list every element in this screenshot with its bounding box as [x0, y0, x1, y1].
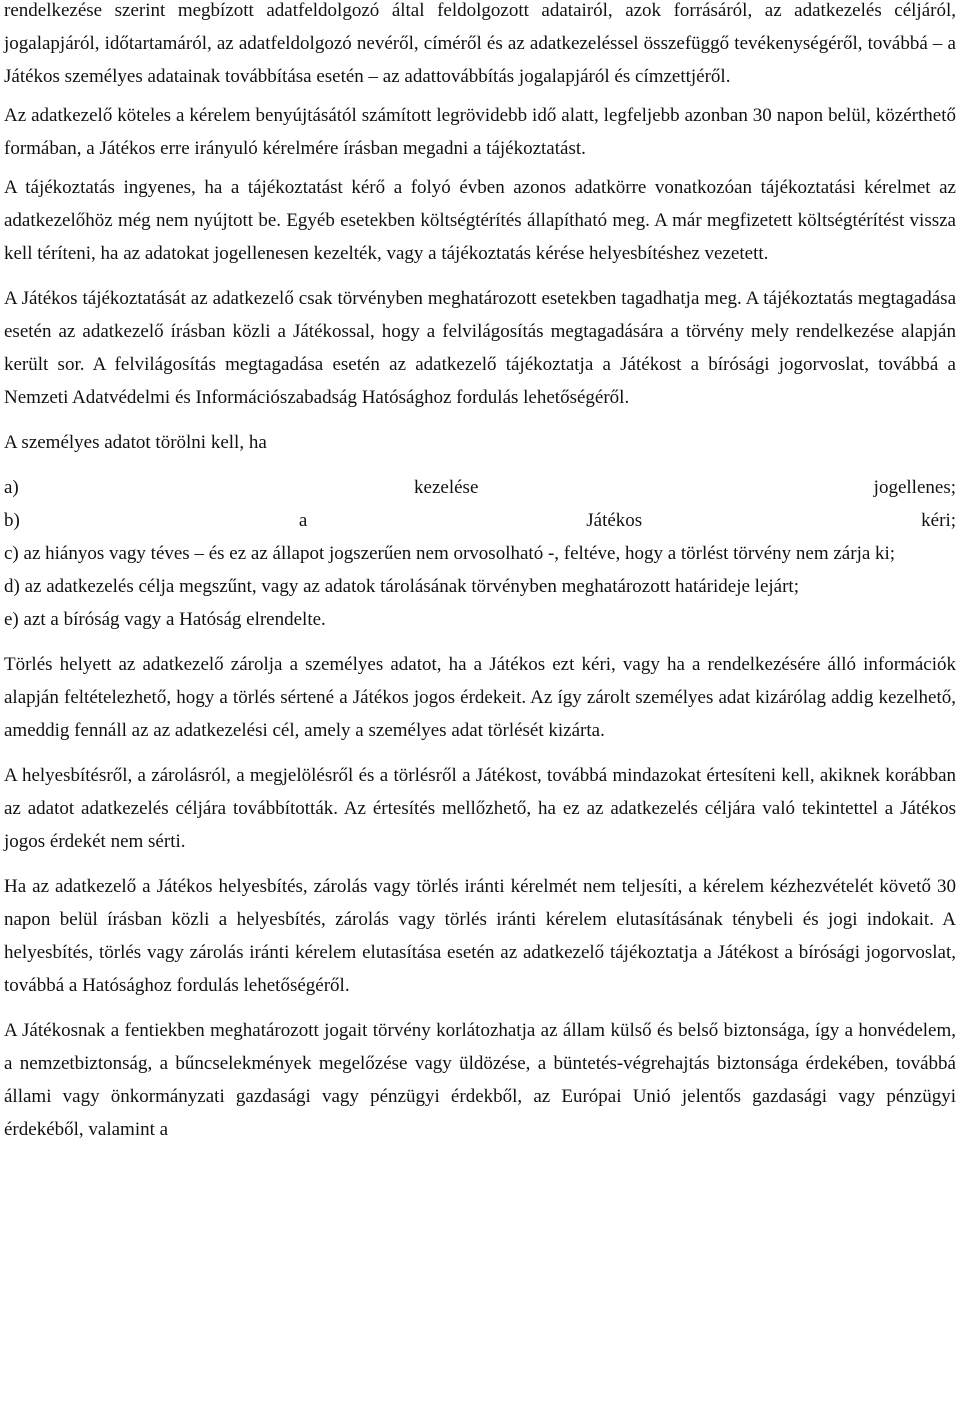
paragraph-access-info: rendelkezése szerint megbízott adatfeldolgozó által feldolgozott adatairól, azok forrásáról, az adatkezelés céljáról, jogalapjáról, időtartamáról, az adatfeldolgozó nevéről, címéről és az adatkezeléssel összefüggő tevékenységéről, továbbá – a Játékos személyes adatainak továbbítása esetén – az adattovábbítás jogalapjáról és címzettjéről. [4, 0, 956, 87]
paragraph-fees: A tájékoztatás ingyenes, ha a tájékoztatást kérő a folyó évben azonos adatkörre vonatkozóan tájékoztatási kérelmet az adatkezelőhöz még nem nyújtott be. Egyéb esetekben költségtérítés állapítható meg. A már megfizetett költségtérítést vissza kell téríteni, ha az adatokat jogellenesen kezelték, vagy a tájékoztatás kérése helyesbítéshez vezetett. [4, 177, 956, 264]
paragraph-restrictions: A Játékosnak a fentiekben meghatározott jogait törvény korlátozhatja az állam külső és belső biztonsága, így a honvédelem, a nemzetbiztonság, a bűncselekmények megelőzése vagy üldözése, a büntetés-végrehajtás biztonsága érdekében, továbbá állami vagy önkormányzati gazdasági vagy pénzügyi érdekből, az Európai Unió jelentős gazdasági vagy pénzügyi érdekéből, valamint a [4, 1020, 956, 1140]
paragraph-notification: A helyesbítésről, a zárolásról, a megjelölésről és a törlésről a Játékost, továbbá mindazokat értesíteni kell, akiknek korábban az adatot adatkezelés céljára továbbították. Az értesítés mellőzhető, ha ez az adatkezelés céljára való tekintettel a Játékos jogos érdekét nem sérti. [4, 765, 956, 852]
list-item: b) a Játékos kéri; [4, 510, 956, 531]
paragraph-blocking: Törlés helyett az adatkezelő zárolja a személyes adatot, ha a Játékos ezt kéri, vagy ha a rendelkezésére álló információk alapján feltételezhető, hogy a törlés sértené a Játékos jogos érdekeit. Az így zárolt személyes adat kizárólag addig kezelhető, ameddig fennáll az az adatkezelési cél, amely a személyes adat törlését kizárta. [4, 654, 956, 741]
paragraph-rejection: Ha az adatkezelő a Játékos helyesbítés, zárolás vagy törlés iránti kérelmét nem teljesíti, a kérelem kézhezvételét követő 30 napon belül írásban közli a helyesbítés, zárolás vagy törlés iránti kérelem elutasításának ténybeli és jogi indokait. A helyesbítés, törlés vagy zárolás iránti kérelem elutasítása esetén az adatkezelő tájékoztatja a Játékost a bírósági jogorvoslat, továbbá a Hatósághoz fordulás lehetőségéről. [4, 876, 956, 996]
paragraph-deadline: Az adatkezelő köteles a kérelem benyújtásától számított legrövidebb idő alatt, legfeljebb azonban 30 napon belül, közérthető formában, a Játékos erre irányuló kérelmére írásban megadni a tájékoztatást. [4, 105, 956, 159]
list-item: a) kezelése jogellenes; [4, 477, 956, 498]
list-item: e) azt a bíróság vagy a Hatóság elrendelte. [4, 609, 326, 630]
deletion-conditions-list [4, 471, 956, 636]
list-item: c) az hiányos vagy téves – és ez az állapot jogszerűen nem orvosolható -, feltéve, hogy a törlést törvény nem zárja ki; [4, 543, 896, 564]
paragraph-refusal: A Játékos tájékoztatását az adatkezelő csak törvényben meghatározott esetekben tagadhatja meg. A tájékoztatás megtagadása esetén az adatkezelő írásban közli a Játékossal, hogy a felvilágosítás megtagadására a törvény mely rendelkezése alapján került sor. A felvilágosítás megtagadása esetén az adatkezelő tájékoztatja a Játékost a bírósági jogorvoslat, továbbá a Nemzeti Adatvédelmi és Információszabadság Hatósághoz fordulás lehetőségéről. [4, 288, 956, 408]
paragraph-deletion-intro: A személyes adatot törölni kell, ha [4, 432, 267, 453]
document-page [4, 0, 956, 1152]
list-item: d) az adatkezelés célja megszűnt, vagy az adatok tárolásának törvényben meghatározott határideje lejárt; [4, 576, 799, 597]
